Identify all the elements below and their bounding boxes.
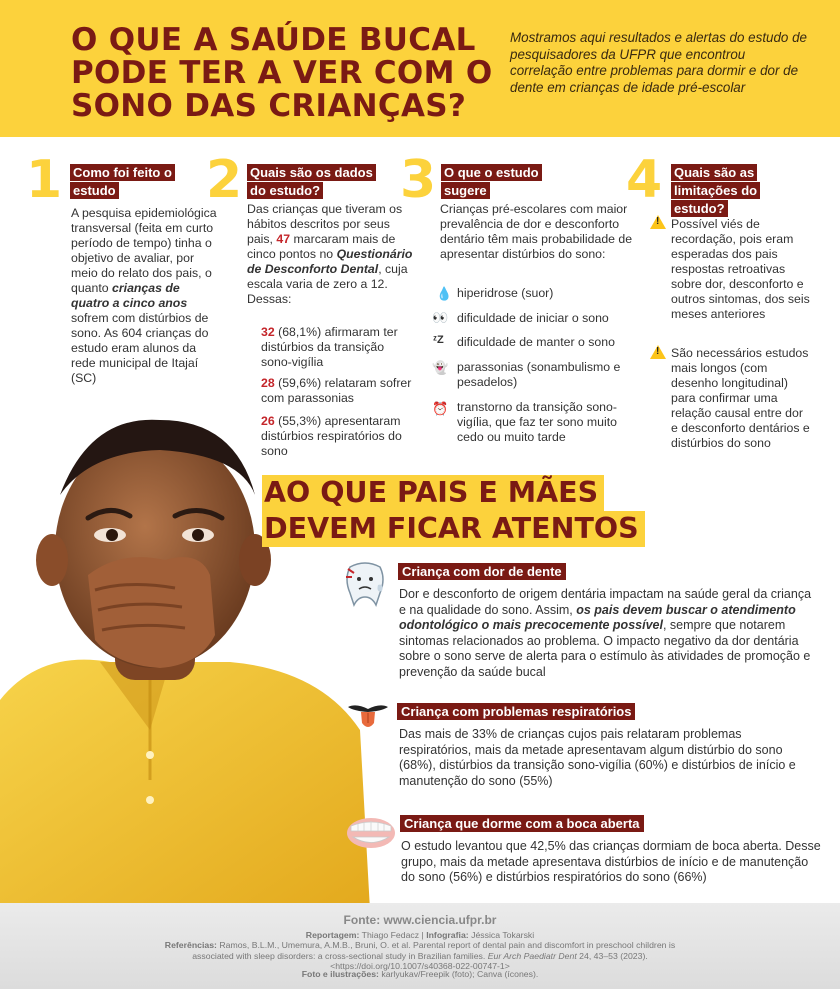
alert-body: Das mais de 33% de crianças cujos pais relataram problemas respiratórios, mais da metade apresentavam algum distúrbio do sono (68%), distúrbios da transição sono-vigília (60%) e distúrbios de início e manutenção do sono (55%) <box>399 727 796 788</box>
section-heading: Quais são as limitações do estudo? <box>671 164 776 218</box>
alert-body: Dor e desconforto de origem dentária impactam na saúde geral da criança e na qualidade do sono. Assim, os pais devem buscar o atendimento odontológico o mais precocemente possível, sempre que notarem sintomas relacionados ao problema. O impacto negativo da dor dentária sobre o sono serve de alerta para o estímulo às atividades de promoção e prevenção da saúde bucal <box>399 587 812 679</box>
warning-icon <box>650 215 666 229</box>
section-body: A pesquisa epidemiológica transversal (feita em curto período de tempo) tinha o objetivo de avaliar, por meio do relato dos pais, o quanto crianças de quatro a cinco anos sofrem com distúrbios de sono. As 604 crianças do estudo eram alunos da rede municipal de Itajaí (SC) <box>71 206 217 385</box>
list-item: dificuldade de iniciar o sono <box>457 311 609 325</box>
alert-title: Criança com dor de dente <box>398 563 566 580</box>
section-heading: Como foi feito o estudo <box>70 164 192 200</box>
footer <box>0 903 840 989</box>
section-heading: Quais são os dados do estudo? <box>247 164 392 200</box>
list-item: São necessários estudos mais longos (com desenho longitudinal) para confirmar uma relação causal entre dor e desconforto dentários e distúrbios do sono <box>671 346 810 450</box>
section-number: 2 <box>206 150 243 210</box>
title-line: DEVEM FICAR ATENTOS <box>262 511 645 547</box>
footer-references: Referências: Ramos, B.L.M., Umemura, A.M.B., Bruni, O. et al. Parental report of dental pain and discomfort in preschool children is associated with sleep disorders: a cross-sectional study in Brazilian families. Eur Arch Paediatr Dent 24, 43–53 (2023). <https://doi.org/10.1007/s40368-022-00747-1> <box>164 940 676 971</box>
title-line: O QUE A SAÚDE BUCAL <box>71 22 476 58</box>
list-item: dificuldade de manter o sono <box>457 335 615 349</box>
mustache-tongue-icon <box>346 701 390 731</box>
section-number: 3 <box>400 150 437 210</box>
section-number: 1 <box>26 150 63 210</box>
title-line: PODE TER A VER COM O <box>71 55 493 91</box>
tooth-pain-icon <box>342 559 388 607</box>
list-item: transtorno da transição sono-vigília, que faz ter sono muito cedo ou muito tarde <box>457 400 617 444</box>
page-title <box>71 24 501 123</box>
clock-icon: ⏰ <box>432 401 449 416</box>
section-parents-attention-title <box>262 475 645 547</box>
warning-icon <box>650 345 666 359</box>
eyes-open-icon: 👀 <box>432 310 449 325</box>
list-item: Possível viés de recordação, pois eram esperadas dos pais respostas retroativas sobre dor, desconforto e outros sintomas, dos seis meses anteriores <box>671 217 810 321</box>
section-body: Das crianças que tiveram os hábitos descritos por seus pais, 47 marcaram mais de cinco pontos no Questionário de Desconforto Dental, cuja escala varia de zero a 12. Dessas: <box>247 202 413 306</box>
sweat-drops-icon: 💧 <box>436 286 453 301</box>
ghost-icon: 👻 <box>432 360 449 375</box>
section-body: Crianças pré-escolares com maior prevalência de dor e desconforto dentário têm mais probabilidade de apresentar distúrbios do sono: <box>440 202 633 261</box>
section-number: 4 <box>626 150 663 210</box>
alert-title: Criança que dorme com a boca aberta <box>400 815 644 832</box>
title-line: SONO DAS CRIANÇAS? <box>71 88 467 124</box>
alert-title: Criança com problemas respiratórios <box>397 703 635 720</box>
alert-body: O estudo levantou que 42,5% das crianças dormiam de boca aberta. Desse grupo, mais da metade apresentava distúrbios de início e de manutenção do sono (56%) e distúrbios respiratórios do sono (66%) <box>401 839 821 884</box>
footer-photo-credits: Foto e ilustrações: karlyukav/Freepik (foto); Canva (ícones). <box>301 969 539 979</box>
page-subtitle: Mostramos aqui resultados e alertas do estudo de pesquisadores da UFPR que encontrou correlação entre problemas para dormir e dor de dente em crianças de idade pré-escolar <box>510 30 807 95</box>
list-item: 28 (59,6%) relataram sofrer com parassonias <box>261 376 412 405</box>
footer-credits: Reportagem: Thiago Fedacz | Infografia: Jéssica Tokarski <box>305 930 535 940</box>
list-item: 26 (55,3%) apresentaram distúrbios respiratórios do sono <box>261 414 402 458</box>
open-mouth-teeth-icon <box>345 815 397 851</box>
header-banner <box>0 0 840 137</box>
sleeping-z-icon: ᶻZ <box>433 334 444 346</box>
title-line: AO QUE PAIS E MÃES <box>262 475 604 511</box>
section-heading: O que o estudo sugere <box>441 164 561 200</box>
list-item: parassonias (sonambulismo e pesadelos) <box>457 360 621 389</box>
list-item: hiperidrose (suor) <box>457 286 554 300</box>
footer-source: Fonte: www.ciencia.ufpr.br <box>343 913 497 927</box>
list-item: 32 (68,1%) afirmaram ter distúrbios da transição sono-vigília <box>261 325 398 369</box>
